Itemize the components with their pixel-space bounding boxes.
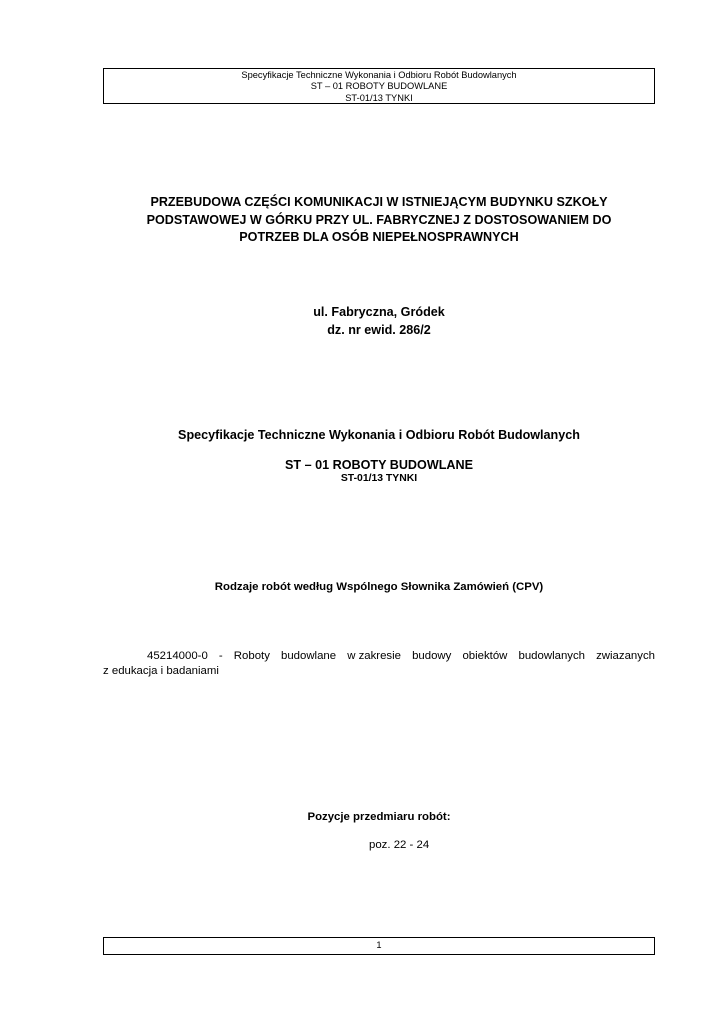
address-block <box>103 304 655 339</box>
cpv-word: zwiazanych <box>596 650 655 662</box>
positions-value: poz. 22 - 24 <box>369 839 430 851</box>
cpv-word: 45214000-0 <box>147 650 208 662</box>
title-line-1: PRZEBUDOWA CZĘŚCI KOMUNIKACJI W ISTNIEJĄCYM BUDYNKU SZKOŁY <box>150 195 608 209</box>
document-title <box>103 194 655 247</box>
title-line-3: POTRZEB DLA OSÓB NIEPEŁNOSPRAWNYCH <box>239 230 519 244</box>
st-title: ST – 01 ROBOTY BUDOWLANE <box>285 458 473 472</box>
address-street: ul. Fabryczna, Gródek <box>313 305 445 319</box>
address-parcel: dz. nr ewid. 286/2 <box>327 322 431 337</box>
positions-heading: Pozycje przedmiaru robót: <box>307 811 451 823</box>
cpv-line-2: z edukacja i badaniami <box>103 665 219 677</box>
cpv-paragraph <box>103 649 655 679</box>
cpv-word: - <box>218 650 223 662</box>
st-subtitle: ST-01/13 TYNKI <box>340 473 418 484</box>
header-line-sub: ST-01/13 TYNKI <box>345 92 413 103</box>
page-number: 1 <box>376 940 382 950</box>
header-line-st: ST – 01 ROBOTY BUDOWLANE <box>310 81 448 92</box>
cpv-line-1 <box>103 649 655 664</box>
header-line-spec: Specyfikacje Techniczne Wykonania i Odbioru Robót Budowlanych <box>241 70 517 80</box>
title-line-2: PODSTAWOWEJ W GÓRKU PRZY UL. FABRYCZNEJ Z DOSTOSOWANIEM DO <box>146 212 612 227</box>
cpv-word: w zakresie <box>347 650 401 662</box>
cpv-word: Roboty <box>233 650 270 662</box>
page-footer <box>103 937 655 955</box>
spec-title: Specyfikacje Techniczne Wykonania i Odbioru Robót Budowlanych <box>178 428 580 442</box>
cpv-word: budowlanych <box>518 650 586 662</box>
cpv-word: obiektów <box>462 650 508 662</box>
cpv-word: budowy <box>412 650 452 662</box>
page-header <box>103 68 655 104</box>
cpv-word: budowlane <box>280 650 337 662</box>
cpv-heading: Rodzaje robót według Wspólnego Słownika Zamówień (CPV) <box>214 581 544 593</box>
